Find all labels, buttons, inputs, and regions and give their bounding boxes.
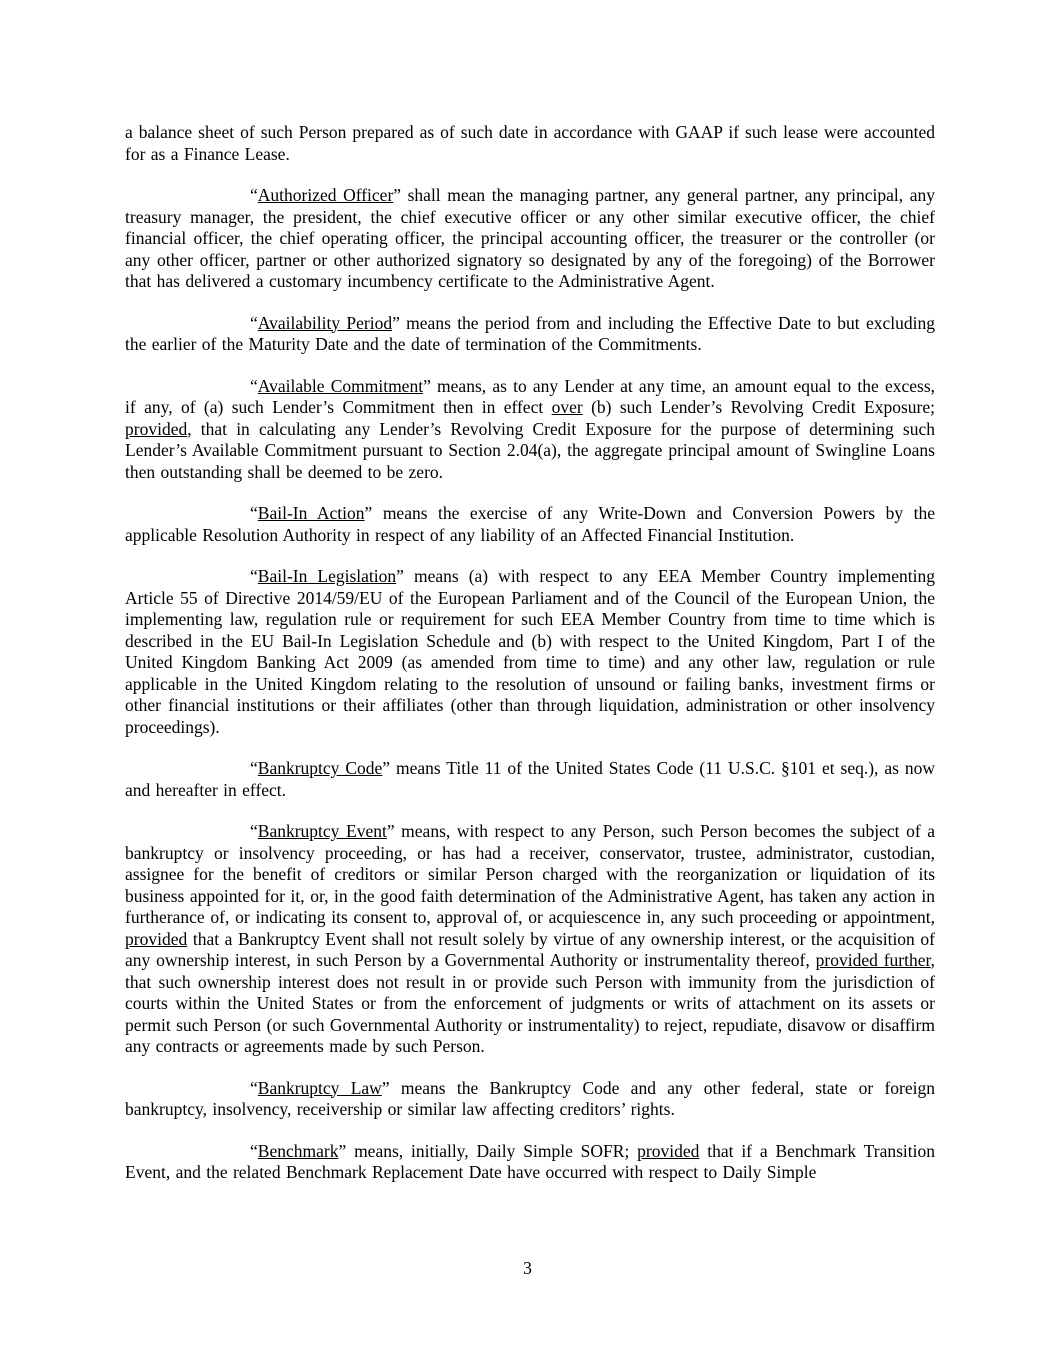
- defined-term-underline: provided: [125, 418, 188, 439]
- body-text: , that such ownership interest does not result in or provide such Person with immunity from the jurisdiction of courts within the United States or from the enforcement of judgments or writs of attachment on its assets or permit such Person (or such Governmental Authority or instrumentality) to reject, repudiate, disavow or disaffirm any contracts or agreements made by such Person.: [125, 950, 935, 1056]
- body-text: ” means Title 11 of the United States Code (11 U.S.C. §101 et seq.), as now and hereafter in effect.: [125, 758, 935, 800]
- page-number: 3: [523, 1258, 532, 1278]
- body-text: ” means (a) with respect to any EEA Member Country implementing Article 55 of Directive 2014/59/EU of the European Parliament and of the Council of the European Union, the implementing law, regulation rule or requirement for such EEA Member Country from time to time which is described in the EU Bail-In Legislation Schedule and (b) with respect to the United Kingdom, Part I of the United Kingdom Banking Act 2009 (as amended from time to time) and any other law, regulation or rule applicable in the United Kingdom relating to the resolution of unsound or failing banks, investment firms or other financial institutions or their affiliates (other than through liquidation, administration or other insolvency proceedings).: [125, 566, 935, 737]
- body-text: “: [250, 503, 258, 523]
- body-text: ” means the period from and including the Effective Date to but excluding the earlier of the Maturity Date and the date of termination of the Commitments.: [125, 312, 935, 354]
- paragraph-definition-available-commitment: [125, 376, 935, 484]
- body-text: “: [250, 566, 258, 586]
- body-text: ” means the Bankruptcy Code and any other federal, state or foreign bankruptcy, insolvency, receivership or similar law affecting creditors’ rights.: [125, 1077, 935, 1119]
- defined-term-underline: Bail-In Legislation: [257, 566, 397, 586]
- paragraph-definition-bail-in-legislation: [125, 566, 935, 738]
- defined-term-underline: Authorized Officer: [257, 185, 394, 205]
- defined-term-underline: provided: [637, 1140, 700, 1161]
- defined-term-underline: Bankruptcy Law: [257, 1077, 382, 1098]
- document-body: [125, 122, 935, 1204]
- body-text: (b) such Lender’s Revolving Credit Exposure;: [582, 397, 935, 417]
- body-text: , that in calculating any Lender’s Revolving Credit Exposure for the purpose of determining such Lender’s Available Commitment pursuant to Section 2.04(a), the aggregate principal amount of Swingline Loans then outstanding shall be deemed to be zero.: [125, 418, 935, 482]
- defined-term-underline: Available Commitment: [257, 375, 424, 396]
- body-text: “: [250, 758, 258, 778]
- paragraph-definition-bankruptcy-code: [125, 758, 935, 801]
- body-text: ” means, with respect to any Person, such Person becomes the subject of a bankruptcy or insolvency proceeding, or has had a receiver, conservator, trustee, administrator, custodian, assignee for the benefit of creditors or similar Person charged with the reorganization or liquidation of its business appointed for it, or, in the good faith determination of the Administrative Agent, has taken any action in furtherance of, or indicating its consent to, approval of, or acquiescence in, any such proceeding or appointment,: [125, 821, 935, 927]
- body-text: ” means the exercise of any Write-Down and Conversion Powers by the applicable Resolution Authority in respect of any liability of an Affected Financial Institution.: [125, 503, 935, 545]
- defined-term-underline: Availability Period: [257, 312, 393, 333]
- defined-term-underline: provided further: [815, 950, 931, 970]
- paragraph-definition-bankruptcy-event: [125, 821, 935, 1058]
- body-text: a balance sheet of such Person prepared as of such date in accordance with GAAP if such lease were accounted for as a Finance Lease.: [125, 122, 935, 164]
- body-text: that a Bankruptcy Event shall not result solely by virtue of any ownership interest, or the acquisition of any ownership interest, in such Person by a Governmental Authority or instrumentality thereof,: [125, 928, 935, 970]
- defined-term-underline: Bail-In Action: [257, 503, 365, 523]
- defined-term-underline: over: [551, 397, 583, 417]
- defined-term-underline: Benchmark: [257, 1140, 339, 1161]
- paragraph-finance-lease-continuation: [125, 122, 935, 165]
- body-text: “: [250, 821, 258, 841]
- paragraph-definition-availability-period: [125, 313, 935, 356]
- paragraph-definition-bail-in-action: [125, 503, 935, 546]
- paragraph-definition-bankruptcy-law: [125, 1078, 935, 1121]
- body-text: “: [250, 185, 258, 205]
- defined-term-underline: Bankruptcy Event: [257, 821, 387, 841]
- paragraph-definition-benchmark: [125, 1141, 935, 1184]
- defined-term-underline: Bankruptcy Code: [257, 758, 383, 778]
- body-text: that if a Benchmark Transition Event, and the related Benchmark Replacement Date have occurred with respect to Daily Simple: [125, 1140, 935, 1182]
- defined-term-underline: provided: [125, 928, 188, 949]
- body-text: “: [250, 375, 258, 396]
- paragraph-definition-authorized-officer: [125, 185, 935, 293]
- body-text: ” means, as to any Lender at any time, an amount equal to the excess, if any, of (a) such Lender’s Commitment then in effect: [125, 375, 935, 417]
- body-text: ” means, initially, Daily Simple SOFR;: [338, 1140, 638, 1161]
- body-text: “: [250, 312, 258, 333]
- body-text: ” shall mean the managing partner, any general partner, any principal, any treasury manager, the president, the chief executive officer or any other similar executive officer, the chief financial officer, the chief operating officer, the principal accounting officer, the treasurer or the controller (or any other officer, partner or other authorized signatory so designated by any of the foregoing) of the Borrower that has delivered a customary incumbency certificate to the Administrative Agent.: [125, 185, 935, 291]
- body-text: “: [250, 1077, 258, 1098]
- body-text: “: [250, 1140, 258, 1161]
